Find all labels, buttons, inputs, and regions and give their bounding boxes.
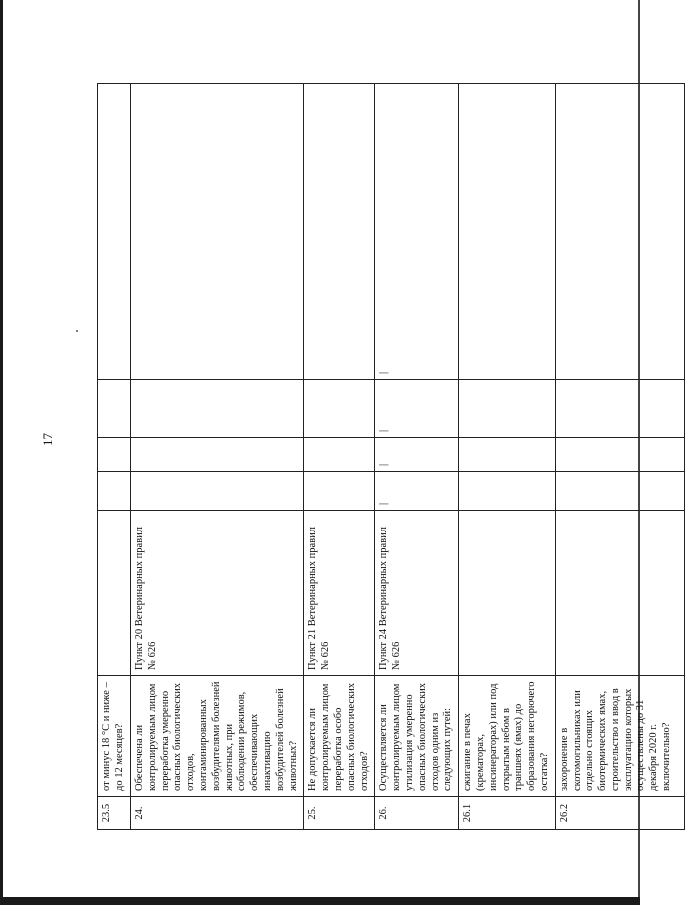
reference-text (459, 511, 556, 676)
answer-na-cell (304, 380, 375, 438)
answer-na-cell (98, 380, 131, 438)
row-number: 23.5 (98, 797, 131, 830)
row-number: 26.2 (555, 797, 684, 830)
answer-no-cell (98, 438, 131, 472)
page-number: 17 (40, 433, 55, 446)
row-number: 25. (304, 797, 375, 830)
comment-cell (555, 84, 684, 380)
answer-yes-cell (98, 472, 131, 511)
question-text: сжигание в печах (крематорах, инсинераторах) или под открытым небом в траншеях (ямах) до образования негорючего остатка? (459, 676, 556, 797)
question-text: Обеспечена ли контролируемым лицом переработка умеренно опасных биологических отходов, контаминированных возбудителями болезней животных, при соблюдении режимов, обеспечивающих инактивацию возбудителей болезней животных? (131, 676, 304, 797)
reference-text: Пункт 21 Ветеринарных правил № 626 (304, 511, 375, 676)
question-text: Осуществляется ли контролируемым лицом утилизация умеренно опасных биологических отходов одним из следующих путей: (375, 676, 459, 797)
answer-yes-cell (555, 472, 684, 511)
answer-yes-cell (131, 472, 304, 511)
answer-no-cell (555, 438, 684, 472)
answer-na-cell (131, 380, 304, 438)
table-row (459, 84, 556, 830)
reference-text: Пункт 20 Ветеринарных правил № 626 (131, 511, 304, 676)
row-number: 24. (131, 797, 304, 830)
answer-yes-cell (304, 472, 375, 511)
reference-text: Пункт 24 Ветеринарных правил № 626 (375, 511, 459, 676)
answer-na-cell (459, 380, 556, 438)
table-row (131, 84, 304, 830)
page-edge-left (0, 0, 3, 905)
answer-no-cell (304, 438, 375, 472)
answer-no-cell: | (375, 438, 459, 472)
reference-text (98, 511, 131, 676)
comment-cell (98, 84, 131, 380)
answer-na-cell (555, 380, 684, 438)
row-number: 26. (375, 797, 459, 830)
checklist-table (97, 83, 685, 830)
answer-yes-cell: | (375, 472, 459, 511)
checklist-table-wrapper (97, 84, 673, 830)
scan-speck (76, 330, 78, 332)
reference-text (555, 511, 684, 676)
table-row (98, 84, 131, 830)
comment-cell (131, 84, 304, 380)
page-edge-bottom (0, 897, 640, 905)
question-text: Не допускается ли контролируемым лицом переработка особо опасных биологических отходов? (304, 676, 375, 797)
table-row (304, 84, 375, 830)
comment-cell (304, 84, 375, 380)
row-number: 26.1 (459, 797, 556, 830)
answer-no-cell (131, 438, 304, 472)
comment-cell (459, 84, 556, 380)
comment-cell: | (375, 84, 459, 380)
question-text: от минус 18 °С и ниже – до 12 месяцев? (98, 676, 131, 797)
answer-na-cell: | (375, 380, 459, 438)
table-row (555, 84, 684, 830)
question-text: захоронение в скотомогильниках или отдельно стоящих биотермических ямах, строительство и ввод в эксплуатацию которых осуществлены до 31 декабря 2020 г. включительно? (555, 676, 684, 797)
table-row (375, 84, 459, 830)
answer-yes-cell (459, 472, 556, 511)
answer-no-cell (459, 438, 556, 472)
